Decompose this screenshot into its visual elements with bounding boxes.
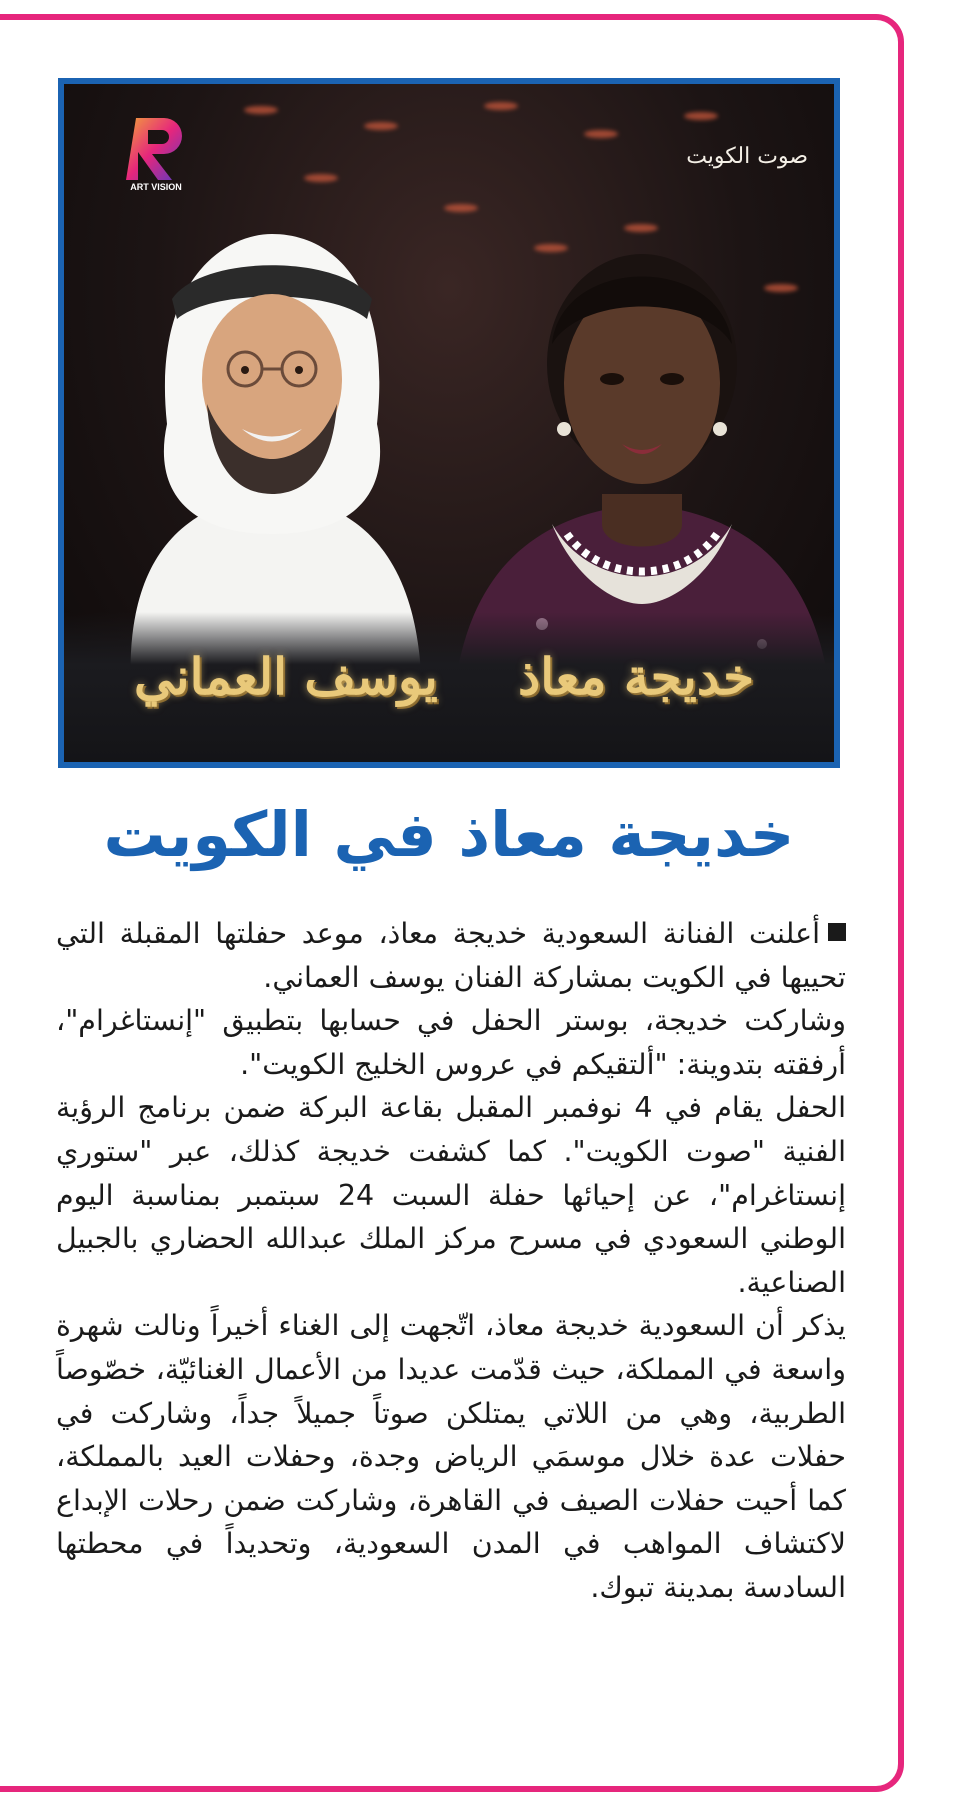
ceiling-light [584,130,618,138]
ceiling-light [364,122,398,130]
paragraph-text: أعلنت الفنانة السعودية خديجة معاذ، موعد حفلتها المقبلة التي تحييها في الكويت بمشاركة الفنان يوسف العماني. [56,917,846,994]
paragraph: يذكر أن السعودية خديجة معاذ، اتّجهت إلى الغناء أخيراً ونالت شهرة واسعة في المملكة، حيث قدّمت عديدا من الأعمال الغنائيّة، خصّوصاً الطربية، وهي من اللاتي يمتلكن صوتاً جميلاً جداً، وشاركت في حفلات عدة خلال موسمَي الرياض وجدة، وحفلات العيد بالمملكة، كما أحيت حفلات الصيف في القاهرة، وشاركت ضمن رحلات الإبداع لاكتشاف المواهب في المدن السعودية، وتحديداً في محطتها السادسة بمدينة تبوك. [56,1309,846,1604]
poster-photo [58,78,840,768]
headline: خديجة معاذ في الكويت [103,798,795,871]
article-body [56,912,846,1610]
name-khadija-moaz: خديجة معاذ [518,647,754,706]
art-vision-logo [106,110,206,200]
ceiling-light [244,106,278,114]
bullet-icon [828,923,846,941]
names-banner [64,612,834,762]
sawt-alkuwait-logo: صوت الكويت [686,144,808,169]
art-vision-text: ART VISION [130,182,182,192]
ceiling-light [304,174,338,182]
ceiling-light [684,112,718,120]
paragraph: وشاركت خديجة، بوستر الحفل في حسابها بتطبيق "إنستاغرام"، أرفقته بتدوينة: "ألتقيكم في عروس الخليج الكويت". [56,1004,846,1081]
name-yousef-alomani: يوسف العماني [134,647,438,706]
ceiling-light [484,102,518,110]
paragraph [56,912,846,999]
paragraph: الحفل يقام في 4 نوفمبر المقبل بقاعة البركة ضمن برنامج الرؤية الفنية "صوت الكويت". كما كشفت خديجة كذلك، عبر "ستوري إنستاغرام"، عن إحيائها حفلة السبت 24 سبتمبر بمناسبة اليوم الوطني السعودي في مسرح مركز الملك عبدالله الحضاري بالجبيل الصناعية. [56,1091,847,1299]
